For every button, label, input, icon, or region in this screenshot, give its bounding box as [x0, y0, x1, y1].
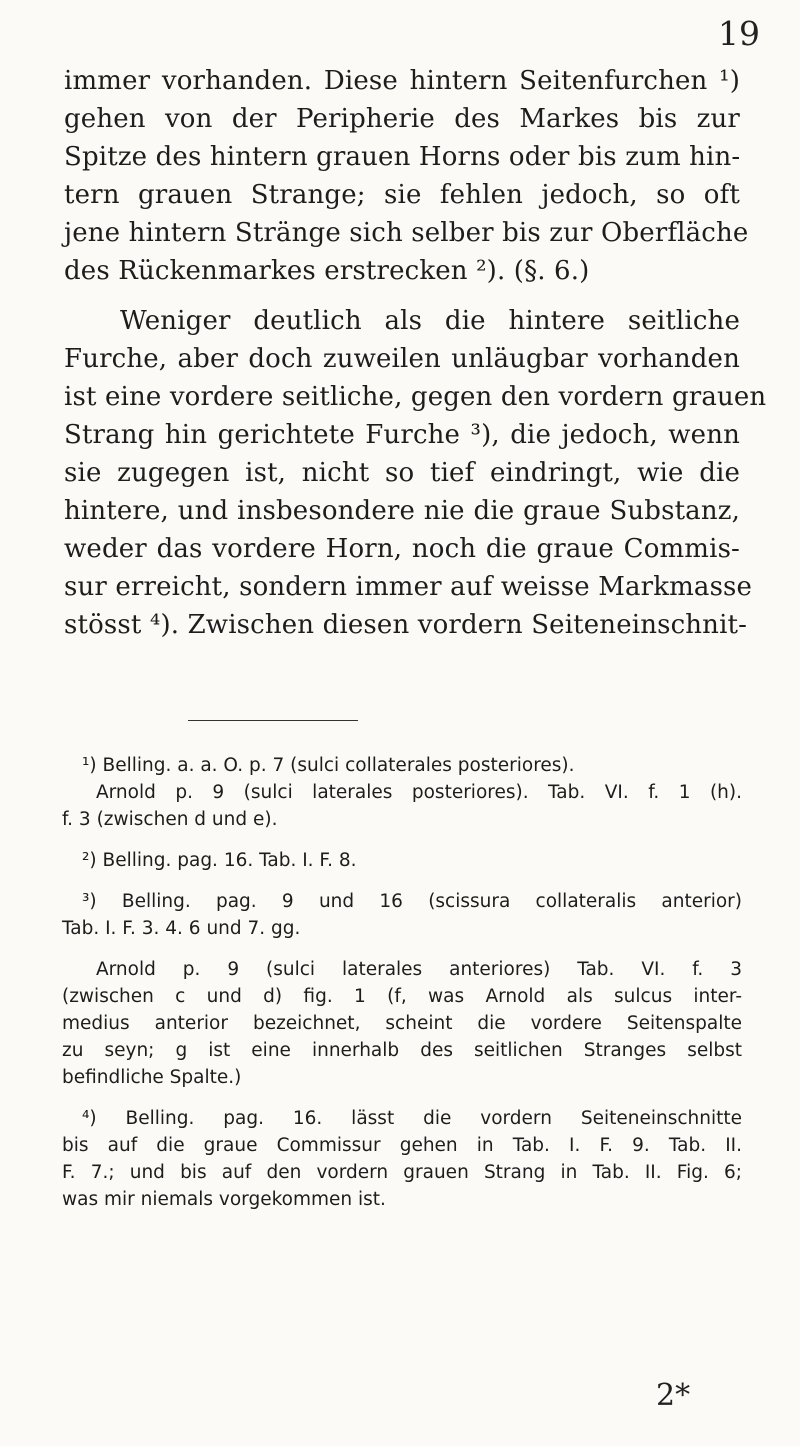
text-line: gehen von der Peripherie des Markes bis zur	[64, 104, 740, 134]
main-text-body	[64, 62, 767, 644]
text-line: Furche, aber doch zuweilen unläugbar vorhanden	[64, 344, 740, 374]
text-line: immer vorhanden. Diese hintern Seitenfurchen ¹)	[64, 66, 740, 96]
footnote-line: ²) Belling. pag. 16. Tab. I. F. 8.	[82, 850, 357, 871]
footnote-line: medius anterior bezeichnet, scheint die vordere Seitenspalte	[62, 1013, 742, 1034]
footnote-line: (zwischen c und d) fig. 1 (f, was Arnold als sulcus inter-	[62, 986, 742, 1007]
footnote-line: f. 3 (zwischen d und e).	[62, 809, 278, 830]
page-number: 19	[718, 14, 760, 53]
text-line: Spitze des hintern grauen Horns oder bis zum hin-	[64, 142, 741, 172]
text-line: Weniger deutlich als die hintere seitliche	[120, 306, 740, 336]
text-line: des Rückenmarkes erstrecken ²). (§. 6.)	[64, 256, 590, 286]
footnote-line: befindliche Spalte.)	[62, 1067, 242, 1088]
text-line: Strang hin gerichtete Furche ³), die jedoch, wenn	[64, 420, 740, 450]
footnote-line: ³) Belling. pag. 9 und 16 (scissura collateralis anterior)	[82, 891, 742, 912]
text-line: jene hintern Stränge sich selber bis zur Oberfläche	[64, 218, 749, 248]
text-line: tern grauen Strange; sie fehlen jedoch, so oft	[64, 180, 740, 210]
footnote-line: Tab. I. F. 3. 4. 6 und 7. gg.	[62, 918, 301, 939]
text-line: stösst ⁴). Zwischen diesen vordern Seiteneinschnit-	[64, 610, 748, 640]
footnote-line: zu seyn; g ist eine innerhalb des seitlichen Stranges selbst	[62, 1040, 742, 1061]
text-line: sie zugegen ist, nicht so tief eindringt, wie die	[64, 458, 740, 488]
footnote-line: bis auf die graue Commissur gehen in Tab. I. F. 9. Tab. II.	[62, 1135, 742, 1156]
footnotes	[62, 752, 742, 1213]
footnote-line: Arnold p. 9 (sulci laterales anteriores) Tab. VI. f. 3	[96, 959, 742, 980]
footnote-separator	[188, 720, 358, 721]
text-line: sur erreicht, sondern immer auf weisse Markmasse	[64, 572, 753, 602]
footnote-line: Arnold p. 9 (sulci laterales posteriores). Tab. VI. f. 1 (h).	[96, 782, 742, 803]
text-line: weder das vordere Horn, noch die graue Commis-	[64, 534, 740, 564]
footnote-line: was mir niemals vorgekommen ist.	[62, 1189, 386, 1210]
text-line: hintere, und insbesondere nie die graue Substanz,	[64, 496, 740, 526]
footnote-line: ¹) Belling. a. a. O. p. 7 (sulci collaterales posteriores).	[82, 755, 575, 776]
signature-mark: 2*	[656, 1378, 691, 1413]
footnote-line: F. 7.; und bis auf den vordern grauen Strang in Tab. II. Fig. 6;	[62, 1162, 742, 1183]
text-line: ist eine vordere seitliche, gegen den vordern grauen	[64, 382, 767, 412]
footnote-line: ⁴) Belling. pag. 16. lässt die vordern Seiteneinschnitte	[82, 1108, 742, 1129]
